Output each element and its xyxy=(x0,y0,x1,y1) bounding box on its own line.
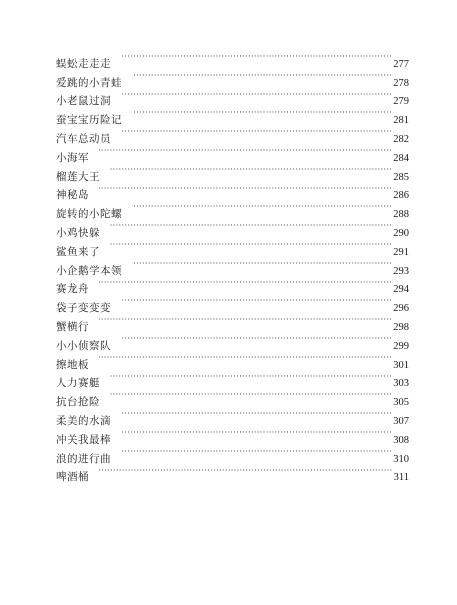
toc-dot-leader xyxy=(121,424,392,443)
toc-entry-page: 286 xyxy=(393,190,409,202)
toc-dot-leader xyxy=(99,462,393,481)
toc-entry-page: 308 xyxy=(393,434,409,446)
toc-entry-page: 311 xyxy=(393,472,409,484)
toc-dot-leader xyxy=(132,255,392,274)
toc-entry[interactable] xyxy=(56,462,409,484)
toc-dot-leader xyxy=(132,104,392,123)
toc-entry-page: 301 xyxy=(393,359,409,371)
toc-entry-page: 278 xyxy=(393,77,409,89)
toc-entry-page: 303 xyxy=(393,378,409,390)
toc-entry-title: 擦地板 xyxy=(56,358,89,371)
toc-entry-title: 榴莲大王 xyxy=(56,170,100,183)
toc-entry-page: 279 xyxy=(393,96,409,108)
toc-entry-page: 293 xyxy=(393,265,409,277)
toc-entry-page: 305 xyxy=(393,397,409,409)
toc-dot-leader xyxy=(121,405,392,424)
toc-entry[interactable] xyxy=(56,368,409,390)
toc-entry-page: 284 xyxy=(393,152,409,164)
toc-entry-page: 285 xyxy=(393,171,409,183)
toc-dot-leader xyxy=(110,217,392,236)
toc-dot-leader xyxy=(99,142,392,161)
toc-dot-leader xyxy=(99,180,392,199)
toc-entry-title: 蟹横行 xyxy=(56,320,89,333)
toc-entry[interactable] xyxy=(56,349,409,371)
toc-dot-leader xyxy=(121,443,392,462)
toc-entry-title: 汽车总动员 xyxy=(56,132,111,145)
toc-entry-page: 296 xyxy=(393,303,409,315)
toc-dot-leader xyxy=(99,311,392,330)
toc-dot-leader xyxy=(99,274,392,293)
toc-entry-page: 282 xyxy=(393,133,409,145)
toc-entry[interactable] xyxy=(56,180,409,202)
toc-entry[interactable] xyxy=(56,405,409,427)
toc-entry-title: 小鸡快躲 xyxy=(56,226,100,239)
toc-entry[interactable] xyxy=(56,255,409,277)
toc-entry-title: 袋子变变变 xyxy=(56,302,111,315)
toc-dot-leader xyxy=(121,292,392,311)
toc-entry-page: 281 xyxy=(393,115,409,127)
toc-dot-leader xyxy=(110,368,392,387)
toc-entry-title: 抗台抢险 xyxy=(56,396,100,409)
toc-dot-leader xyxy=(99,349,392,368)
toc-entry[interactable] xyxy=(56,292,409,315)
toc-entry-title: 人力赛艇 xyxy=(56,377,100,390)
toc-entry-page: 299 xyxy=(393,340,409,352)
toc-entry-title: 啤酒桶 xyxy=(56,471,89,484)
toc-dot-leader xyxy=(121,330,392,349)
toc-entry[interactable] xyxy=(56,236,409,258)
toc-entry-title: 蚕宝宝历险记 xyxy=(56,114,122,127)
toc-entry-title: 神秘岛 xyxy=(56,189,89,202)
toc-entry[interactable] xyxy=(56,274,409,296)
toc-dot-leader xyxy=(132,67,392,86)
toc-dot-leader xyxy=(121,86,392,105)
toc-dot-leader xyxy=(110,161,392,180)
toc-entry-page: 291 xyxy=(393,246,409,258)
toc-entry-title: 小小侦察队 xyxy=(56,339,111,352)
toc-entry[interactable] xyxy=(56,330,409,352)
toc-dot-leader xyxy=(110,386,392,405)
toc-entry-page: 307 xyxy=(393,415,409,427)
toc-dot-leader xyxy=(132,198,392,217)
toc-entry[interactable] xyxy=(56,48,409,70)
toc-entry-page: 310 xyxy=(393,453,409,465)
toc-entry-title: 小海军 xyxy=(56,151,89,164)
table-of-contents xyxy=(56,48,409,484)
toc-entry-title: 浪的进行曲 xyxy=(56,452,111,465)
toc-entry[interactable] xyxy=(56,161,409,183)
toc-entry-title: 爱跳的小青蛙 xyxy=(56,76,122,89)
toc-entry-page: 288 xyxy=(393,209,409,221)
toc-entry-page: 277 xyxy=(393,58,409,70)
toc-entry[interactable] xyxy=(56,198,409,221)
toc-dot-leader xyxy=(121,48,392,67)
toc-entry-title: 小老鼠过洞 xyxy=(56,95,111,108)
toc-entry-title: 赛龙舟 xyxy=(56,283,89,296)
toc-entry[interactable] xyxy=(56,142,409,164)
toc-entry-title: 柔美的水滴 xyxy=(56,414,111,427)
toc-entry-page: 298 xyxy=(393,321,409,333)
toc-entry-title: 鲨鱼来了 xyxy=(56,245,100,258)
toc-entry[interactable] xyxy=(56,386,409,409)
toc-entry-page: 290 xyxy=(393,227,409,239)
toc-dot-leader xyxy=(121,123,392,142)
toc-entry-title: 冲关我最棒 xyxy=(56,433,111,446)
toc-entry-page: 294 xyxy=(393,284,409,296)
toc-dot-leader xyxy=(110,236,392,255)
toc-entry-title: 蜈蚣走走走 xyxy=(56,57,111,70)
toc-entry[interactable] xyxy=(56,311,409,333)
toc-entry-title: 旋转的小陀螺 xyxy=(56,208,122,221)
toc-entry-title: 小企鹅学本领 xyxy=(56,264,122,277)
